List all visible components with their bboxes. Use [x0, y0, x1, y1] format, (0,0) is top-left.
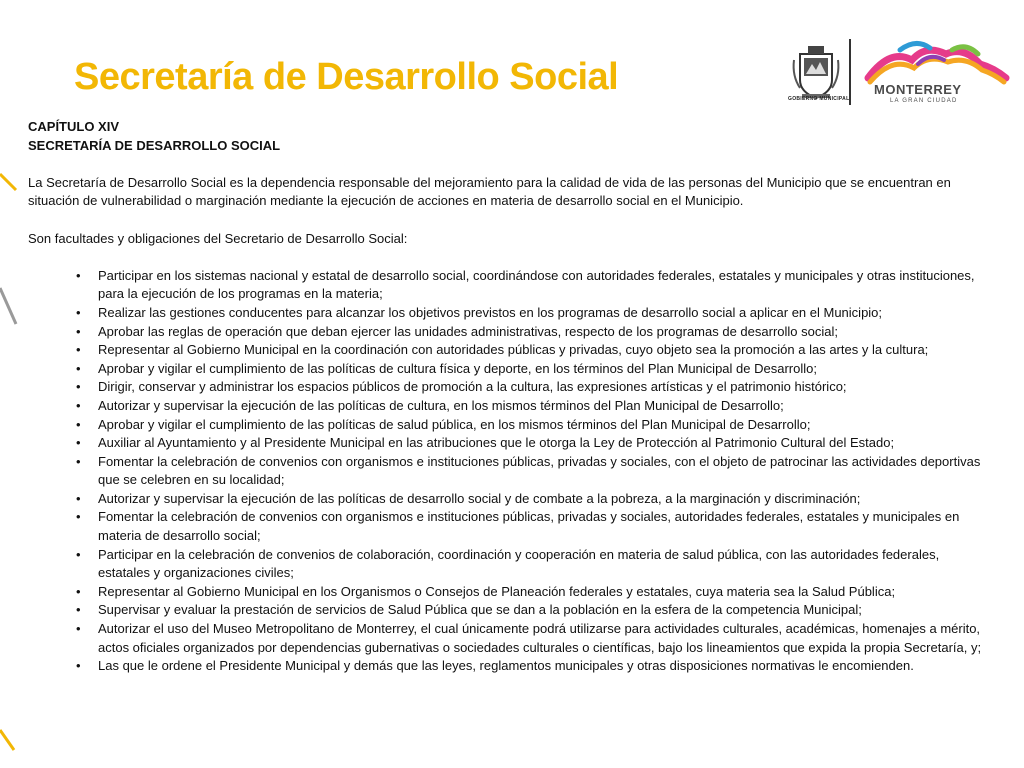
- list-item: [28, 583, 988, 602]
- bullet-dot-icon: •: [76, 435, 81, 451]
- seal-label: GOBIERNO MUNICIPAL: [788, 96, 850, 102]
- obligations-list: [28, 267, 988, 676]
- list-item: [28, 453, 988, 490]
- list-item-text: Autorizar y supervisar la ejecución de las políticas de cultura, en los mismos términos del Plan Municipal de Desarrollo;: [98, 397, 784, 413]
- list-item-text: Autorizar el uso del Museo Metropolitano de Monterrey, el cual únicamente podrá utilizarse para actividades culturales, académicas, homenajes a mérito, actos oficiales organizados por dependencias gubernativas o sociedades culturales o científicas, bajo los lineamientos que expida la propia Secretaría, y;: [98, 621, 982, 655]
- list-item: [28, 490, 988, 509]
- bullet-dot-icon: •: [76, 304, 81, 320]
- list-item: [28, 434, 988, 453]
- list-item: [28, 508, 988, 545]
- list-item: [28, 360, 988, 379]
- list-item: [28, 416, 988, 435]
- list-item: [28, 323, 988, 342]
- list-item-text: Aprobar las reglas de operación que deban ejercer las unidades administrativas, respecto de los programas de desarrollo social;: [98, 323, 838, 339]
- bullet-dot-icon: •: [76, 323, 81, 339]
- bullet-dot-icon: •: [76, 360, 81, 376]
- list-item-text: Representar al Gobierno Municipal en la coordinación con autoridades públicas y privadas, cuyo objeto sea la promoción a las artes y la cultura;: [98, 342, 929, 358]
- list-item-text: Autorizar y supervisar la ejecución de las políticas de desarrollo social y de combate a la pobreza, a la marginación y discriminación;: [98, 490, 861, 506]
- bullet-dot-icon: •: [76, 490, 81, 506]
- list-item: [28, 304, 988, 323]
- bullet-dot-icon: •: [76, 397, 81, 413]
- list-item: [28, 620, 988, 657]
- list-item: [28, 601, 988, 620]
- bullet-dot-icon: •: [76, 583, 81, 599]
- document-body: [28, 118, 988, 676]
- list-item-text: Las que le ordene el Presidente Municipal y demás que las leyes, reglamentos municipales y otras disposiciones normativas le encomienden.: [98, 658, 914, 674]
- list-item-text: Auxiliar al Ayuntamiento y al Presidente Municipal en las atribuciones que le otorga la Ley de Protección al Patrimonio Cultural del Estado;: [98, 435, 895, 451]
- bullet-dot-icon: •: [76, 658, 81, 674]
- list-item: [28, 341, 988, 360]
- coat-of-arms-icon: [790, 40, 842, 104]
- bullet-dot-icon: •: [76, 453, 81, 469]
- list-lead: Son facultades y obligaciones del Secretario de Desarrollo Social:: [28, 230, 408, 246]
- list-item-text: Dirigir, conservar y administrar los espacios públicos de promoción a la cultura, las expresiones artísticas y el patrimonio histórico;: [98, 379, 847, 395]
- page-title: Secretaría de Desarrollo Social: [74, 56, 619, 98]
- list-item-text: Supervisar y evaluar la prestación de servicios de Salud Pública que se dan a la población en la esfera de la competencia Municipal;: [98, 602, 862, 618]
- bullet-dot-icon: •: [76, 602, 81, 618]
- chapter-number: CAPÍTULO XIV: [28, 119, 120, 134]
- bullet-dot-icon: •: [76, 342, 81, 358]
- logo-divider: [849, 39, 851, 105]
- list-item: [28, 378, 988, 397]
- intro-paragraph: La Secretaría de Desarrollo Social es la dependencia responsable del mejoramiento para la calidad de vida de las personas del Municipio que se encuentran en situación de vulnerabilidad o marginación mediante la ejecución de acciones en materia de desarrollo social en el Municipio.: [28, 174, 951, 209]
- list-item-text: Participar en la celebración de convenios de colaboración, coordinación y cooperación en materia de salud pública, con las autoridades federales, estatales y organizaciones civiles;: [98, 546, 940, 581]
- list-item-text: Fomentar la celebración de convenios con organismos e instituciones públicas, privadas y sociales, autoridades federales, estatales y municipales en materia de desarrollo social;: [98, 509, 960, 544]
- bullet-dot-icon: •: [76, 509, 81, 525]
- list-item: [28, 657, 988, 676]
- left-edge-decoration: [0, 160, 26, 768]
- list-item: [28, 267, 988, 304]
- bullet-dot-icon: •: [76, 621, 81, 637]
- list-item-text: Fomentar la celebración de convenios con organismos e instituciones públicas, privadas y sociales, con el objeto de patrocinar las actividades deportivas que se celebren en su localidad;: [98, 453, 981, 488]
- spacer: [28, 211, 988, 230]
- list-item-text: Aprobar y vigilar el cumplimiento de las políticas de cultura física y deporte, en los términos del Plan Municipal de Desarrollo;: [98, 360, 817, 376]
- bullet-dot-icon: •: [76, 267, 81, 283]
- city-name: MONTERREY: [874, 82, 962, 97]
- list-item-text: Realizar las gestiones conducentes para alcanzar los objetivos previstos en los programas de desarrollo social a aplicar en el Municipio;: [98, 304, 883, 320]
- bullet-dot-icon: •: [76, 546, 81, 562]
- bullet-dot-icon: •: [76, 416, 81, 432]
- list-item: [28, 397, 988, 416]
- spacer: [28, 248, 988, 267]
- logo-group: [782, 36, 1012, 108]
- bullet-dot-icon: •: [76, 379, 81, 395]
- list-item-text: Participar en los sistemas nacional y estatal de desarrollo social, coordinándose con autoridades federales, estatales y municipales y otras instituciones, para la ejecución de los programas en la materia;: [98, 267, 975, 302]
- list-item-text: Representar al Gobierno Municipal en los Organismos o Consejos de Planeación federales y estatales, cuya materia sea la Salud Pública;: [98, 583, 896, 599]
- city-tagline: LA GRAN CIUDAD: [890, 98, 958, 104]
- chapter-title: SECRETARÍA DE DESARROLLO SOCIAL: [28, 137, 281, 153]
- list-item: [28, 546, 988, 583]
- spacer: [28, 155, 988, 174]
- list-item-text: Aprobar y vigilar el cumplimiento de las políticas de salud pública, en los mismos términos del Plan Municipal de Desarrollo;: [98, 416, 811, 432]
